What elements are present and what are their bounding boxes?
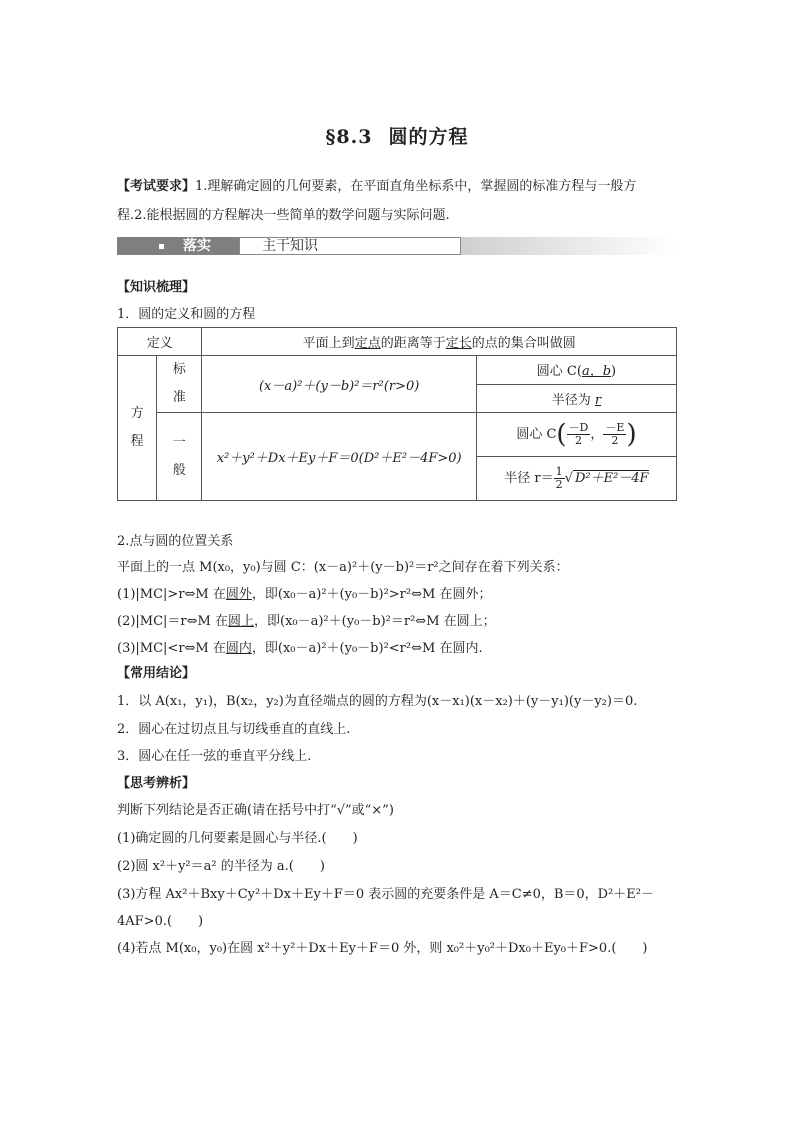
definition-text-c: 的距离等于 <box>380 336 446 351</box>
definition-text-a: 平面上到 <box>302 336 355 351</box>
knowledge-item-2: 2.点与圆的位置关系 <box>117 534 234 549</box>
equation-label-1: 方 <box>130 406 144 421</box>
relation-1-a: (1)|MC|>r⇔M 在 <box>117 587 226 602</box>
section-number: §8.3 <box>325 126 373 148</box>
general-equation-cell <box>202 413 476 501</box>
standard-equation: (x－a)²＋(y－b)²＝r²(r>0) <box>258 378 420 394</box>
knowledge-header: 【知识梳理】 <box>117 280 196 295</box>
question-1: (1)确定圆的几何要素是圆心与半径.( ) <box>117 831 358 846</box>
banner-gradient <box>461 237 677 255</box>
fraction-e-over-2 <box>603 422 626 447</box>
page-title <box>0 122 794 149</box>
banner-right-label: 主干知识 <box>262 238 318 254</box>
general-radius-cell <box>476 457 676 501</box>
table-row-general-1 <box>118 413 677 457</box>
standard-center-cell <box>476 356 676 385</box>
standard-radius-cell <box>476 384 676 413</box>
relation-1-b: ，即(x₀－a)²＋(y₀－b)²>r²⇔M 在圆外； <box>251 587 492 602</box>
banner-left-label: 落实 <box>183 238 211 254</box>
thinking-intro: 判断下列结论是否正确(请在括号中打“√”或“×”) <box>117 803 394 818</box>
definition-label: 定义 <box>146 336 173 351</box>
requirements-text-1: 1.理解确定圆的几何要素，在平面直角坐标系中，掌握圆的标准方程与一般方 <box>195 179 637 194</box>
section-banner <box>117 236 677 256</box>
relation-3-a: (3)|MC|<r⇔M 在 <box>117 641 226 656</box>
general-radius-radicand: D²＋E²－4F <box>574 471 649 486</box>
knowledge-item-1: 1．圆的定义和圆的方程 <box>117 307 256 322</box>
relation-3 <box>117 637 483 656</box>
banner-light-part <box>239 237 461 255</box>
standard-center-suffix: ) <box>611 364 617 380</box>
exam-requirements <box>117 172 679 230</box>
relation-3-underlined: 圆内 <box>225 641 252 656</box>
definition-label-cell <box>118 328 202 356</box>
definition-text-e: 的点的集合叫做圆 <box>471 336 576 351</box>
general-equation: x²＋y²＋Dx＋Ey＋F＝0(D²＋E²－4F>0) <box>216 451 462 466</box>
relation-1-underlined: 圆外 <box>225 587 252 602</box>
question-2: (2)圆 x²＋y²＝a² 的半径为 a.( ) <box>117 859 325 874</box>
equation-label-cell <box>118 356 157 501</box>
section-title: 圆的方程 <box>388 126 469 148</box>
fraction-numerator: －D <box>568 421 589 434</box>
fraction-numerator: 1 <box>555 465 563 478</box>
relation-2-a: (2)|MC|＝r⇔M 在 <box>117 614 228 629</box>
general-center-prefix: 圆心 C <box>516 427 557 442</box>
conclusions-header: 【常用结论】 <box>117 666 196 681</box>
definition-text-b: 定点 <box>354 336 381 351</box>
question-4: (4)若点 M(x₀，y₀)在圆 x²＋y²＋Dx＋Ey＋F＝0 外，则 x₀²＋y₀²＋Dx₀＋Ey₀＋F>0.( ) <box>117 941 648 956</box>
general-label-1: 一 <box>172 434 186 450</box>
fraction-numerator: －E <box>605 421 625 434</box>
conclusion-1: 1．以 A(x₁，y₁)，B(x₂，y₂)为直径端点的圆的方程为(x－x₁)(x－x₂)＋(y－y₁)(y－y₂)＝0. <box>117 694 638 709</box>
general-label-2: 般 <box>172 462 186 478</box>
standard-equation-cell <box>202 356 476 413</box>
definition-text-cell <box>202 328 677 356</box>
general-label-cell <box>157 413 202 501</box>
equation-label-2: 程 <box>130 434 144 449</box>
knowledge-item-2-desc: 平面上的一点 M(x₀，y₀)与圆 C：(x－a)²＋(y－b)²＝r²之间存在着下列关系： <box>117 560 569 575</box>
square-bullet-icon <box>159 244 164 249</box>
standard-center-prefix: 圆心 C( <box>536 364 582 380</box>
table-row-definition <box>118 328 677 356</box>
table-row-standard-1 <box>118 356 677 385</box>
relation-1 <box>117 583 491 602</box>
fraction-denominator: 2 <box>555 478 563 491</box>
relation-2-underlined: 圆上 <box>227 614 254 629</box>
relation-2 <box>117 610 496 629</box>
question-3-line-2: 4AF>0.( ) <box>117 914 204 929</box>
definition-text-d: 定长 <box>445 336 472 351</box>
fraction-one-half <box>554 466 565 491</box>
fraction-d-over-2 <box>567 422 591 447</box>
requirements-text-2: 程.2.能根据圆的方程解决一些简单的数学问题与实际问题. <box>117 208 450 223</box>
left-paren-icon: ( <box>556 419 567 450</box>
banner-dark-part <box>117 237 239 255</box>
standard-label-cell <box>157 356 202 413</box>
standard-label-2: 准 <box>172 390 186 405</box>
question-3-line-1: (3)方程 Ax²＋Bxy＋Cy²＋Dx＋Ey＋F＝0 表示圆的充要条件是 A＝C≠0，B＝0，D²＋E²－ <box>117 887 655 902</box>
general-center-cell <box>476 413 676 457</box>
right-paren-icon: ) <box>626 419 637 450</box>
conclusion-3: 3．圆心在任一弦的垂直平分线上. <box>117 749 312 764</box>
fraction-denominator: 2 <box>574 434 582 447</box>
sqrt-icon: √ <box>564 471 573 486</box>
general-radius-prefix: 半径 r＝ <box>504 471 554 486</box>
standard-center-value: a，b <box>581 364 612 380</box>
standard-radius-value: r <box>594 392 602 408</box>
circle-equation-table <box>117 327 677 501</box>
conclusion-2: 2．圆心在过切点且与切线垂直的直线上. <box>117 722 351 737</box>
fraction-denominator: 2 <box>611 434 619 447</box>
relation-3-b: ，即(x₀－a)²＋(y₀－b)²<r²⇔M 在圆内. <box>251 641 483 656</box>
center-separator: ， <box>590 427 604 442</box>
thinking-header: 【思考辨析】 <box>117 776 196 791</box>
standard-radius-prefix: 半径为 <box>551 392 595 408</box>
standard-label-1: 标 <box>172 362 186 377</box>
requirements-label: 【考试要求】 <box>117 179 196 194</box>
relation-2-b: ，即(x₀－a)²＋(y₀－b)²＝r²⇔M 在圆上； <box>254 614 496 629</box>
